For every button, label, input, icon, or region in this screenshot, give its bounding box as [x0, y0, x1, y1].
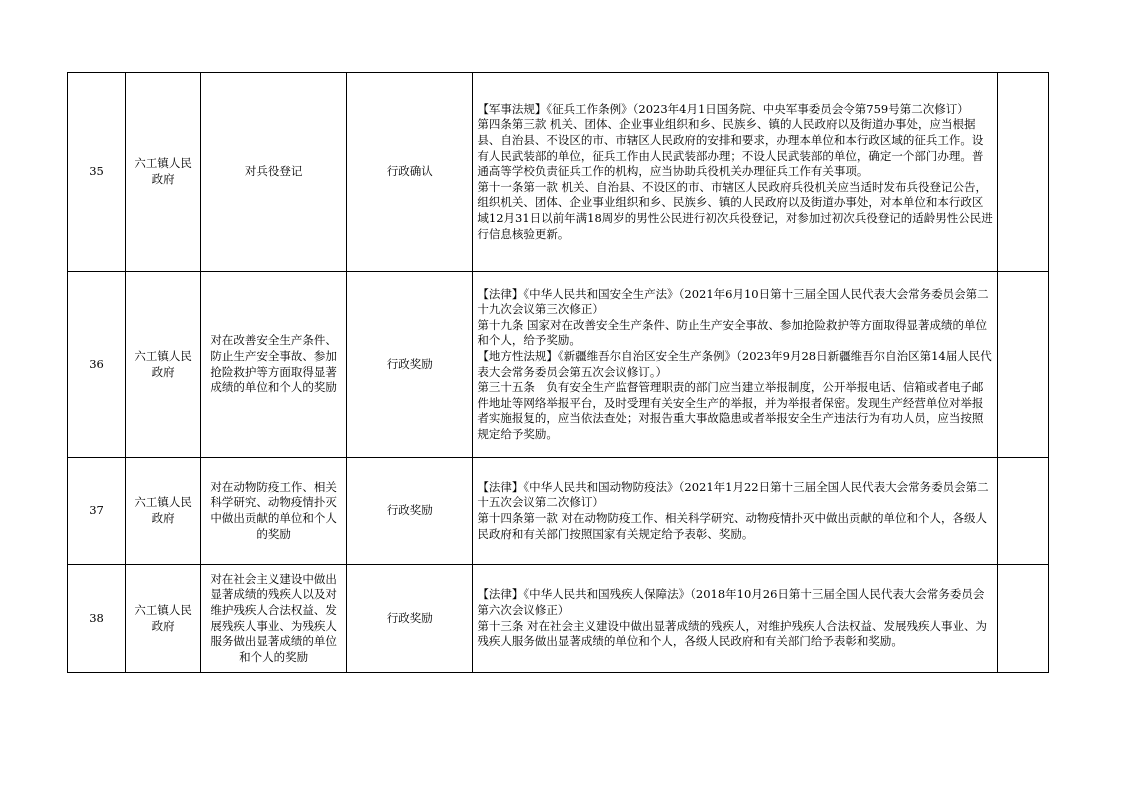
item-name-cell: 对在动物防疫工作、相关科学研究、动物疫情扑灭中做出贡献的单位和个人的奖励 [201, 458, 347, 565]
legal-basis-cell [473, 272, 998, 458]
item-name-cell: 对在改善安全生产条件、防止生产安全事故、参加抢险救护等方面取得显著成绩的单位和个人的奖励 [201, 272, 347, 458]
row-number: 36 [68, 272, 126, 458]
category-cell: 行政奖励 [347, 272, 473, 458]
legal-basis-cell [473, 458, 998, 565]
regulation-table [67, 72, 1049, 673]
row-number: 37 [68, 458, 126, 565]
table-row [68, 73, 1049, 272]
legal-basis-paragraph: 【军事法规】《征兵工作条例》（2023年4月1日国务院、中央军事委员会令第759号第二次修订） [477, 101, 969, 116]
legal-basis-paragraph: 第十一条第一款 机关、自治县、不设区的市、市辖区人民政府兵役机关应当适时发布兵役登记公告，组织机关、团体、企业事业组织和乡、民族乡、镇的人民政府以及街道办事处，对本单位和本行政区域12月31日以前年满18周岁的男性公民进行初次兵役登记，对参加过初次兵役登记的适龄男性公民进行信息核验更新。 [477, 179, 993, 241]
legal-basis-paragraph: 【法律】《中华人民共和国动物防疫法》（2021年1月22日第十三届全国人民代表大会常务委员会第二十五次会议第二次修订） [477, 479, 989, 510]
empty-cell [997, 458, 1048, 565]
empty-cell [997, 272, 1048, 458]
legal-basis-paragraph: 【法律】《中华人民共和国安全生产法》（2021年6月10日第十三届全国人民代表大会常务委员会第二十九次会议第三次修正） [477, 286, 989, 317]
category-cell: 行政确认 [347, 73, 473, 272]
department-cell: 六工镇人民政府 [126, 565, 201, 673]
department-cell: 六工镇人民政府 [126, 73, 201, 272]
item-name-cell: 对兵役登记 [201, 73, 347, 272]
legal-basis-paragraph: 第三十五条 负有安全生产监督管理职责的部门应当建立举报制度，公开举报电话、信箱或者电子邮件地址等网络举报平台，及时受理有关安全生产的举报，并为举报者保密。发现生产经营单位对举报者实施报复的，应当依法查处；对报告重大事故隐患或者举报安全生产违法行为有功人员，应当按照规定给予奖励。 [477, 380, 984, 441]
legal-basis-paragraph: 【法律】《中华人民共和国残疾人保障法》（2018年10月26日第十三届全国人民代表大会常务委员会第六次会议修正） [477, 587, 985, 617]
legal-basis-paragraph: 第十三条 对在社会主义建设中做出显著成绩的残疾人，对维护残疾人合法权益、发展残疾人事业、为残疾人服务做出显著成绩的单位和个人，各级人民政府和有关部门给予表彰和奖励。 [477, 618, 988, 649]
legal-basis-paragraph: 第十四条第一款 对在动物防疫工作、相关科学研究、动物疫情扑灭中做出贡献的单位和个人，各级人民政府和有关部门按照国家有关规定给予表彰、奖励。 [477, 511, 988, 541]
legal-basis-cell [473, 73, 998, 272]
legal-basis-cell [473, 565, 998, 673]
empty-cell [997, 565, 1048, 673]
department-cell: 六工镇人民政府 [126, 272, 201, 458]
legal-basis-paragraph: 第四条第三款 机关、团体、企业事业组织和乡、民族乡、镇的人民政府以及街道办事处，应当根据县、自治县、不设区的市、市辖区人民政府的安排和要求，办理本单位和本行政区域的征兵工作。设有人民武装部的单位，征兵工作由人民武装部办理；不设人民武装部的单位，确定一个部门办理。普通高等学校负责征兵工作的机构，应当协助兵役机关办理征兵工作有关事项。 [477, 117, 984, 179]
row-number: 35 [68, 73, 126, 272]
table-row [68, 458, 1049, 565]
table-row [68, 272, 1049, 458]
legal-basis-paragraph: 第十九条 国家对在改善安全生产条件、防止生产安全事故、参加抢险救护等方面取得显著成绩的单位和个人，给予奖励。 [477, 317, 988, 348]
empty-cell [997, 73, 1048, 272]
category-cell: 行政奖励 [347, 565, 473, 673]
department-cell: 六工镇人民政府 [126, 458, 201, 565]
table-row [68, 565, 1049, 673]
row-number: 38 [68, 565, 126, 673]
legal-basis-paragraph: 【地方性法规】《新疆维吾尔自治区安全生产条例》（2023年9月28日新疆维吾尔自治区第14届人民代表大会常务委员会第五次会议修订。） [477, 348, 992, 379]
item-name-cell: 对在社会主义建设中做出显著成绩的残疾人以及对维护残疾人合法权益、发展残疾人事业、为残疾人服务做出显著成绩的单位和个人的奖励 [201, 565, 347, 673]
category-cell: 行政奖励 [347, 458, 473, 565]
